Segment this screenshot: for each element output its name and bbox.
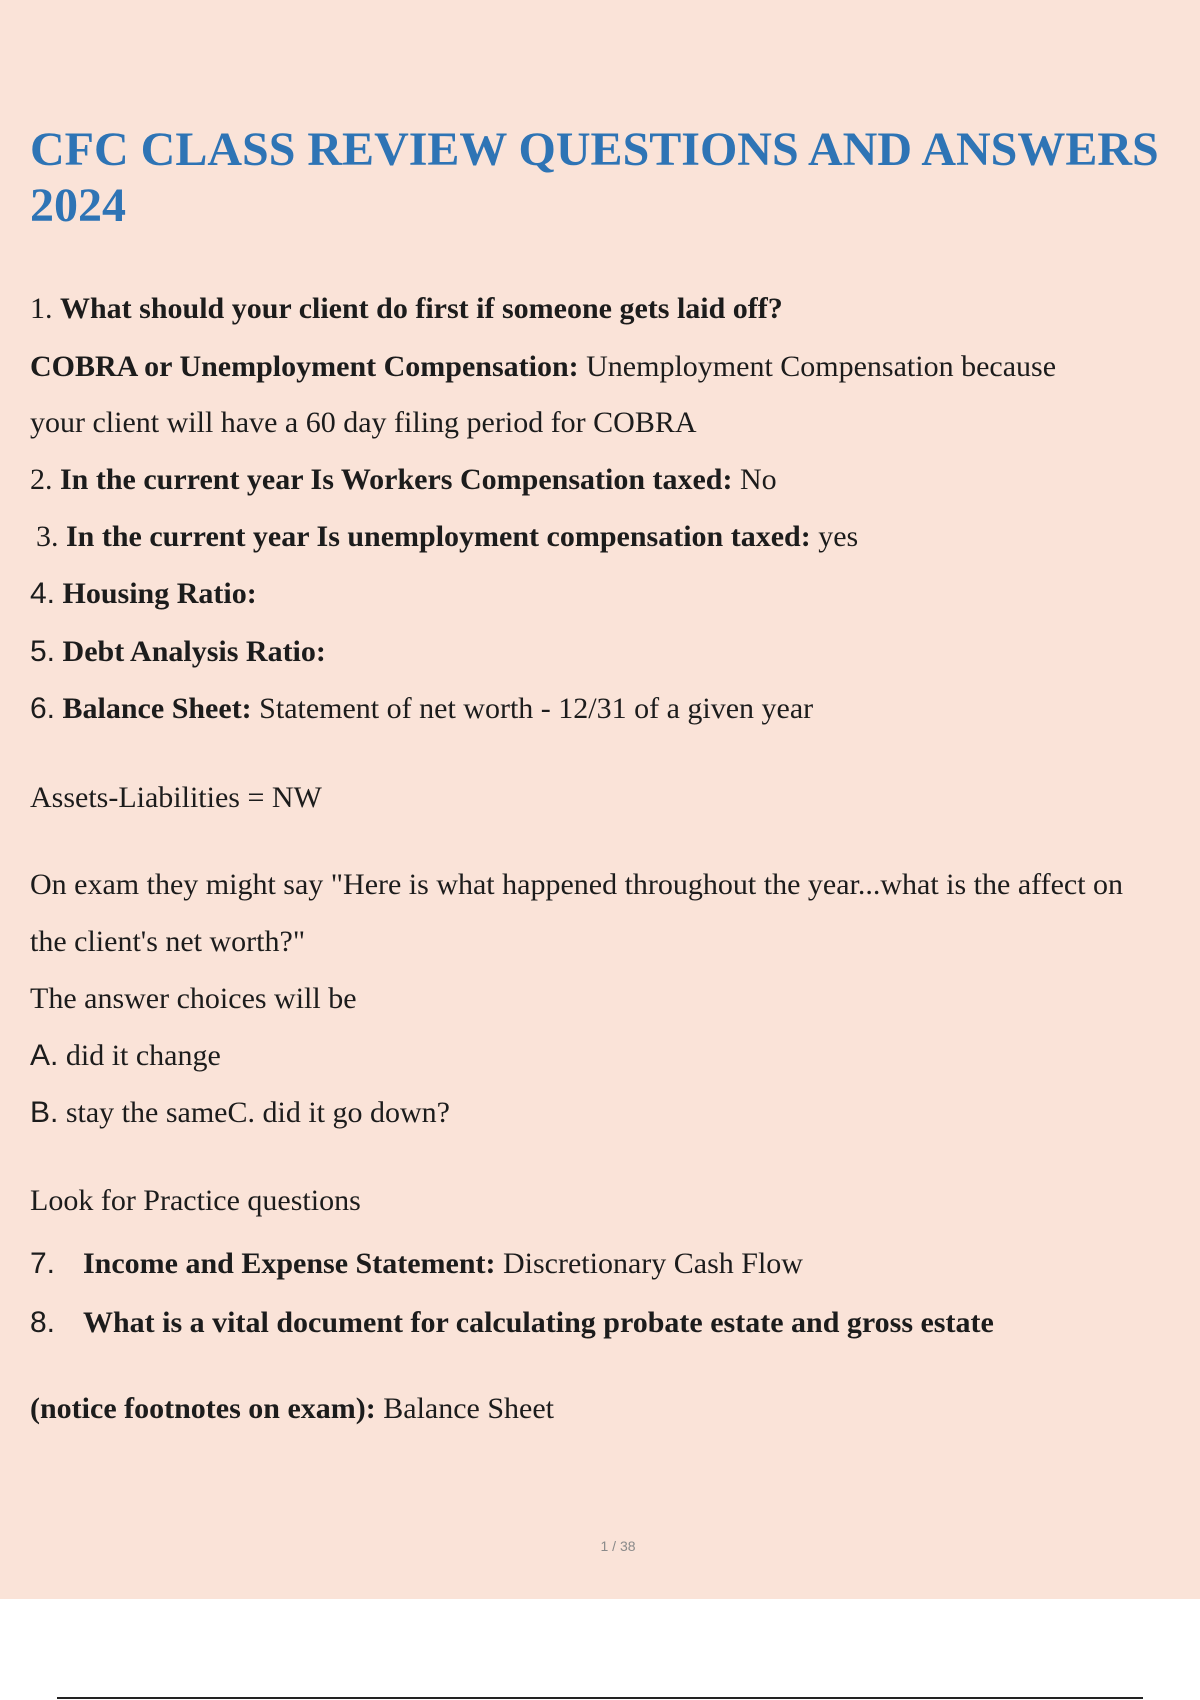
choice-b-text: stay the sameC. did it go down?: [65, 1096, 450, 1129]
question-8: [30, 1305, 994, 1341]
question-8-text: What is a vital document for calculating probate estate and gross estate: [83, 1306, 994, 1339]
question-5-text: Debt Analysis Ratio:: [62, 635, 326, 668]
exam-note-line-2: the client's net worth?": [30, 925, 306, 958]
exam-note-line-1: On exam they might say "Here is what happened throughout the year...what is the affect on: [30, 868, 1124, 901]
question-2: [30, 462, 777, 498]
question-4-text: Housing Ratio:: [62, 577, 257, 610]
answer-8-label: (notice footnotes on exam):: [30, 1392, 376, 1425]
document-title: CFC CLASS REVIEW QUESTIONS AND ANSWERS 2024: [30, 123, 1159, 232]
question-6-text: Balance Sheet:: [62, 692, 252, 725]
practice-note: Look for Practice questions: [30, 1184, 361, 1217]
question-2-text: In the current year Is Workers Compensation taxed:: [60, 463, 733, 496]
answer-1: [30, 349, 1056, 385]
choice-b-letter: B.: [30, 1096, 59, 1129]
question-7-answer: Discretionary Cash Flow: [503, 1247, 803, 1280]
question-6-answer: Statement of net worth - 12/31 of a given year: [259, 692, 814, 725]
choice-a-letter: A.: [30, 1039, 59, 1072]
answer-8: [30, 1391, 554, 1427]
question-4-number: 4.: [30, 577, 56, 610]
choice-b: [30, 1095, 450, 1131]
question-3: [36, 519, 858, 555]
question-2-number: 2.: [30, 463, 53, 496]
question-3-number: 3.: [36, 520, 59, 553]
answer-8-text: Balance Sheet: [383, 1392, 555, 1425]
question-3-text: In the current year Is unemployment compensation taxed:: [66, 520, 811, 553]
question-8-number: 8.: [30, 1306, 56, 1339]
question-1: [30, 291, 783, 327]
answer-choices-intro: The answer choices will be: [30, 982, 357, 1015]
question-5: [30, 634, 326, 670]
question-1-text: What should your client do first if someone gets laid off?: [60, 292, 783, 325]
question-7: [30, 1246, 803, 1282]
question-6-number: 6.: [30, 692, 56, 725]
net-worth-formula: Assets-Liabilities = NW: [30, 781, 322, 814]
question-3-answer: yes: [818, 520, 859, 553]
question-5-number: 5.: [30, 635, 56, 668]
page-indicator: 1 / 38: [600, 1538, 636, 1554]
question-7-number: 7.: [30, 1247, 56, 1280]
question-1-number: 1.: [30, 292, 53, 325]
choice-a: [30, 1038, 221, 1074]
answer-1-continuation: your client will have a 60 day filing period for COBRA: [30, 406, 697, 439]
question-4: [30, 576, 257, 612]
question-7-text: Income and Expense Statement:: [83, 1247, 496, 1280]
answer-1-text: Unemployment Compensation because: [586, 350, 1057, 383]
choice-a-text: did it change: [65, 1039, 221, 1072]
question-2-answer: No: [739, 463, 777, 496]
bottom-divider: [57, 1697, 1143, 1699]
answer-1-label: COBRA or Unemployment Compensation:: [30, 350, 579, 383]
question-6: [30, 691, 813, 727]
